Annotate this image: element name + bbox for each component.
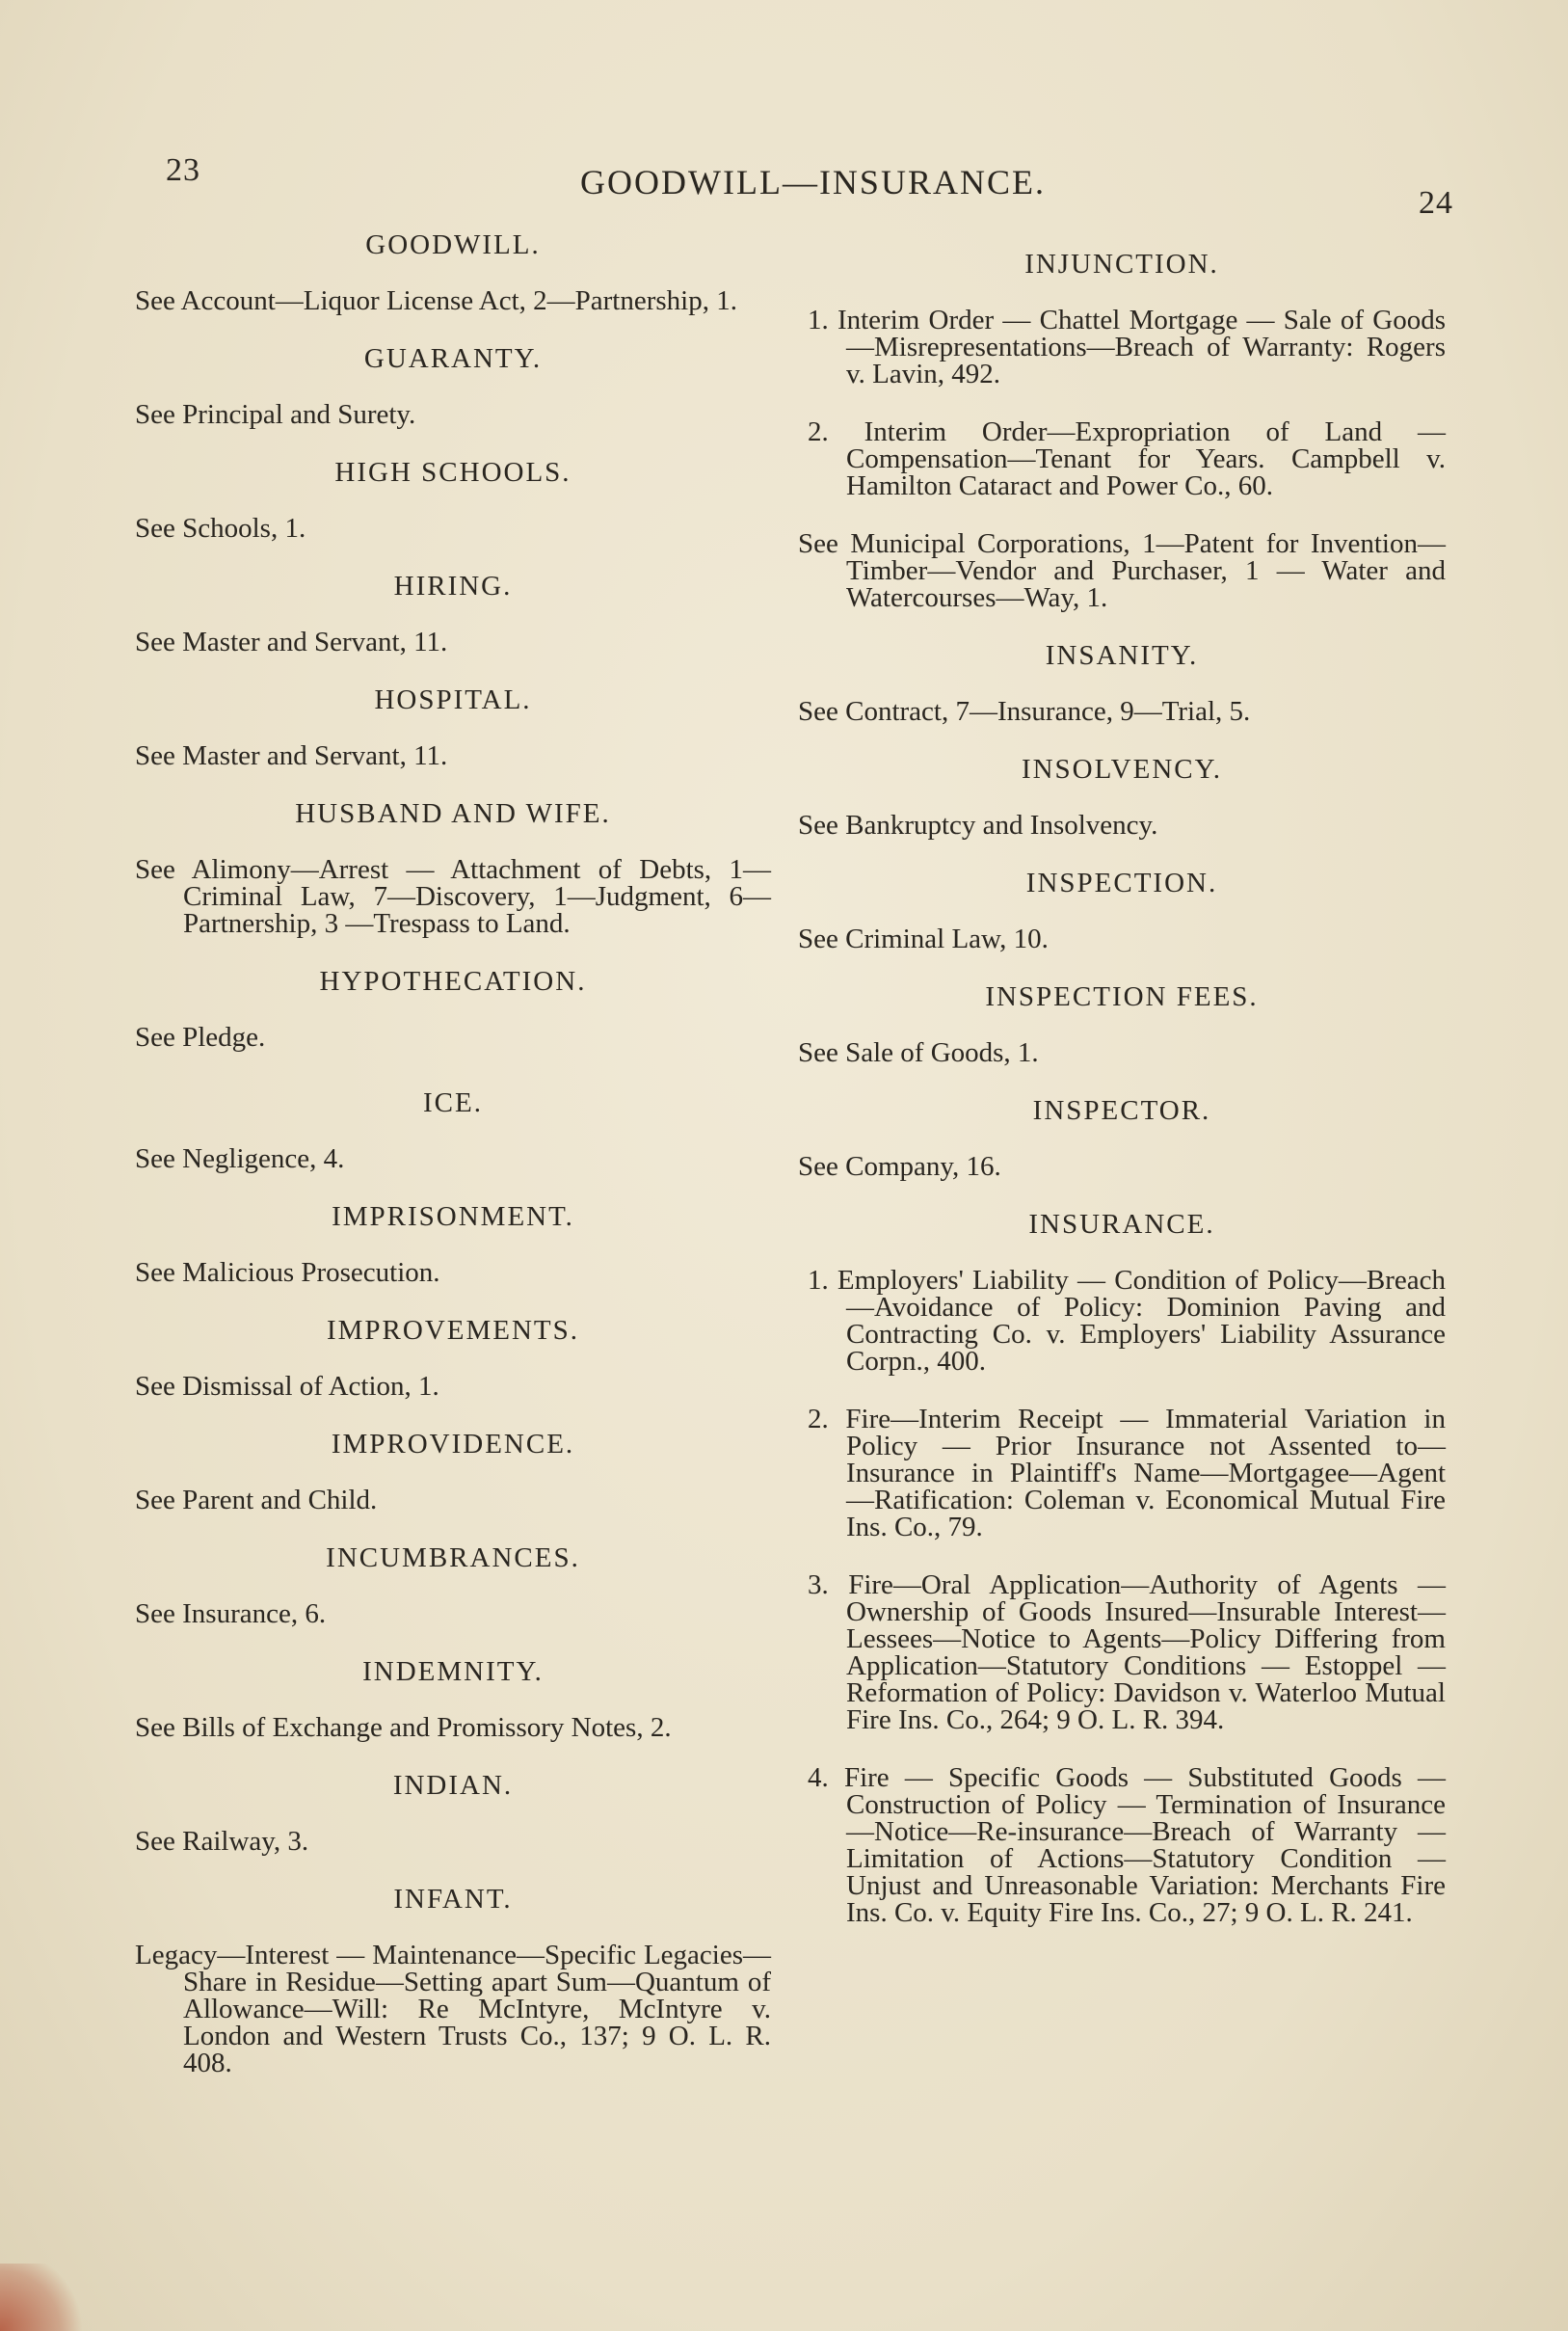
entry-heading: INSPECTION FEES. [985,981,1259,1012]
entry-heading: INDEMNITY. [362,1656,544,1687]
numbered-entry: 1. Interim Order — Chattel Mortgage — Sale of Goods—Misrepresentations—Breach of Warranty: Rogers v. Lavin, 492. [808,305,1446,389]
entry-text: See Master and Servant, 11. [135,627,448,657]
entry-heading: INSURANCE. [1028,1209,1215,1240]
entry-heading: INSPECTOR. [1032,1095,1211,1126]
entry-heading: GUARANTY. [363,343,543,374]
left-column [135,231,771,2107]
page-number-left: 23 [166,152,200,188]
numbered-entry: 3. Fire—Oral Application—Authority of Agents — Ownership of Goods Insured—Insurable Interest—Lessees—Notice to Agents—Policy Differing from Application—Statutory Conditions — Estoppel — Reformation of Policy: Davidson v. Waterloo Mutual Fire Ins. Co., 264; 9 O. L. R. 394. [808,1569,1446,1735]
entry-text: See Parent and Child. [135,1485,378,1515]
entry-heading: IMPRISONMENT. [332,1201,574,1232]
entry-heading: INSANITY. [1045,640,1199,671]
numbered-entry: 2. Fire—Interim Receipt — Immaterial Variation in Policy — Prior Insurance not Assented to—Insurance in Plaintiff's Name—Mortgagee—Agent —Ratification: Coleman v. Economical Mutual Fire Ins. Co., 79. [808,1404,1446,1542]
entry-heading: INCUMBRANCES. [326,1542,580,1573]
entry-heading: IMPROVIDENCE. [331,1429,575,1460]
entry-heading: INDIAN. [392,1770,514,1801]
numbered-entry: 2. Interim Order—Expropriation of Land —Compensation—Tenant for Years. Campbell v. Hamilton Cataract and Power Co., 60. [808,416,1446,501]
entry-heading: HUSBAND AND WIFE. [295,798,611,829]
entry-heading: INFANT. [393,1884,513,1915]
entry-text: See Master and Servant, 11. [135,740,448,771]
entry-text: See Negligence, 4. [135,1143,345,1174]
running-title: GOODWILL—INSURANCE. [580,163,1046,201]
entry-text: See Criminal Law, 10. [798,924,1049,954]
entry-text: See Schools, 1. [135,513,306,544]
entry-heading: IMPROVEMENTS. [326,1315,580,1346]
entry-heading: HIRING. [393,571,513,602]
entry-text: See Sale of Goods, 1. [798,1037,1039,1068]
entry-text: See Bills of Exchange and Promissory Notes, 2. [135,1712,672,1743]
entry-text: See Alimony—Arrest — Attachment of Debts, 1—Criminal Law, 7—Discovery, 1—Judgment, 6—Partnership, 3 —Trespass to Land. [135,854,771,939]
numbered-entry: 1. Employers' Liability — Condition of Policy—Breach—Avoidance of Policy: Dominion Paving and Contracting Co. v. Employers' Liability Assurance Corpn., 400. [808,1265,1446,1377]
entry-text: See Account—Liquor License Act, 2—Partnership, 1. [135,285,737,316]
entry-text: See Bankruptcy and Insolvency. [798,810,1158,841]
entry-heading: HOSPITAL. [374,684,532,715]
entry-heading: INJUNCTION. [1024,249,1219,280]
entry-text: See Contract, 7—Insurance, 9—Trial, 5. [798,696,1251,727]
entry-text: See Insurance, 6. [135,1598,327,1629]
entry-heading: GOODWILL. [365,229,541,260]
entry-text: Legacy—Interest — Maintenance—Specific Legacies—Share in Residue—Setting apart Sum—Quantum of Allowance—Will: Re McIntyre, McIntyre v. London and Western Trusts Co., 137; 9 O. L. R. 408. [135,1940,771,2078]
entry-heading: HYPOTHECATION. [319,966,587,997]
page-stain [0,2264,87,2331]
entry-text: See Pledge. [135,1022,266,1053]
entry-text: See Municipal Corporations, 1—Patent for Invention—Timber—Vendor and Purchaser, 1 — Water and Watercourses—Way, 1. [798,528,1446,613]
right-column [798,231,1446,1957]
page-number-right: 24 [1419,185,1453,221]
entry-text: See Company, 16. [798,1151,1001,1182]
entry-heading: INSPECTION. [1025,868,1218,898]
entry-text: See Dismissal of Action, 1. [135,1371,439,1402]
entry-heading: ICE. [423,1087,483,1118]
entry-text: See Railway, 3. [135,1826,309,1857]
numbered-entry: 4. Fire — Specific Goods — Substituted Goods — Construction of Policy — Termination of Insurance—Notice—Re-insurance—Breach of Warranty —Limitation of Actions—Statutory Condition — Unjust and Unreasonable Variation: Merchants Fire Ins. Co. v. Equity Fire Ins. Co., 27; 9 O. L. R. 241. [808,1762,1446,1928]
entry-text: See Principal and Surety. [135,399,416,430]
entry-heading: INSOLVENCY. [1021,754,1223,785]
entry-text: See Malicious Prosecution. [135,1257,440,1288]
entry-heading: HIGH SCHOOLS. [334,457,571,488]
